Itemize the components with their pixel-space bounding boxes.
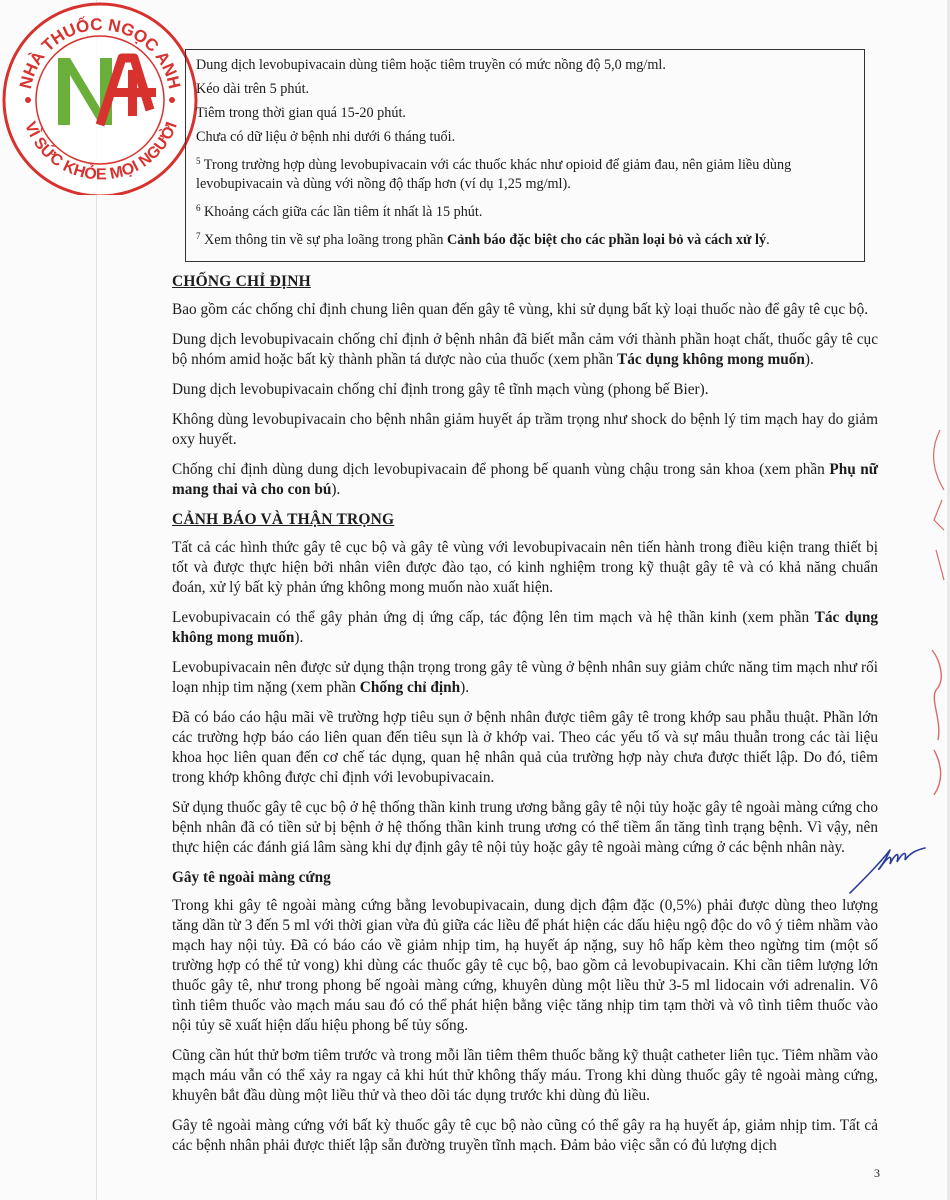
footnote-1: Dung dịch levobupivacain dùng tiêm hoặc tiêm truyền có mức nồng độ 5,0 mg/ml.: [196, 57, 666, 73]
pharmacy-stamp-logo: [0, 0, 200, 195]
epidural-heading: Gây tê ngoài màng cứng: [172, 869, 331, 886]
epidural-p1: Trong khi gây tê ngoài màng cứng bằng levobupivacain, dung dịch đậm đặc (0,5%) phải được dùng theo lượng tăng dần từ 3 đến 5 ml với thời gian vừa đủ giữa các liều để phát hiện các dấu hiệu ngộ độc do vô ý tiêm nhầm vào mạch hay nội tủy. Đã có báo cáo về giảm nhịp tim, hạ huyết áp nặng, suy hô hấp kèm theo ngừng tim (một số trường hợp có thể tử vong) khi dùng các thuốc gây tê cục bộ, bao gồm cả levobupivacain. Khi cần tiêm lượng lớn thuốc gây tê, như trong phong bế ngoài màng cứng, khuyên dùng một liều thử 3-5 ml lidocain với adrenalin. Vô tình tiêm thuốc vào mạch máu sau đó có thể phát hiện bằng việc tăng nhịp tim tạm thời và vô tình tiêm thuốc vào nội tủy sẽ xuất hiện dấu hiệu phong bế tủy sống.: [172, 897, 878, 1034]
contraindications-p5: Chống chỉ định dùng dung dịch levobupivacain để phong bế quanh vùng chậu trong sản khoa (xem phần Phụ nữ mang thai và cho con bú).: [172, 461, 878, 498]
contraindications-p4: Không dùng levobupivacain cho bệnh nhân giảm huyết áp trầm trọng như shock do bệnh lý tim mạch hay do giảm oxy huyết.: [172, 411, 878, 448]
epidural-p3: Gây tê ngoài màng cứng với bất kỳ thuốc gây tê cục bộ nào cũng có thể gây ra hạ huyết áp, giảm nhịp tim. Tất cả các bệnh nhân phải được thiết lập sẵn đường truyền tĩnh mạch. Đảm bảo việc sẵn có đủ lượng dịch: [172, 1117, 878, 1154]
footnote-6: $^6$ Khoảng cách giữa các lần tiêm ít nhất là 15 phút.: [196, 203, 483, 220]
warnings-p4: Đã có báo cáo hậu mãi về trường hợp tiêu sụn ở bệnh nhân được tiêm gây tê trong khớp sau phẫu thuật. Phần lớn các trường hợp báo cáo liên quan đến tiêu sụn là ở khớp vai. Theo các yếu tố và sự mâu thuẫn trong các tài liệu khoa học liên quan đến cơ chế tác dụng, quan hệ nhân quả của trường hợp này chưa được thiết lập. Do đó, tiêm trong khớp không được chỉ định với levobupivacain.: [172, 709, 878, 786]
contraindications-p1: Bao gồm các chống chỉ định chung liên quan đến gây tê vùng, khi sử dụng bất kỳ loại thuốc nào để gây tê cục bộ.: [172, 301, 869, 318]
footnote-2: Kéo dài trên 5 phút.: [196, 81, 310, 97]
footnote-5: $^5$ Trong trường hợp dùng levobupivacain với các thuốc khác như opioid để giảm đau, nên giảm liều dùng levobupivacain và dùng với nồng độ thấp hơn (ví dụ 1,25 mg/ml).: [196, 156, 792, 192]
epidural-p2: Cũng cần hút thử bơm tiêm trước và trong mỗi lần tiêm thêm thuốc bằng kỹ thuật catheter liên tục. Tiêm nhầm vào mạch máu vẫn có thể xảy ra ngay cả khi hút thử không thấy máu. Trong khi dùng thuốc gây tê ngoài màng cứng, khuyên bắt đầu dùng một liều thử và theo dõi tác dụng trước khi dùng đủ liều.: [172, 1047, 878, 1104]
warnings-p5: Sử dụng thuốc gây tê cục bộ ở hệ thống thần kinh trung ương bằng gây tê nội tủy hoặc gây tê ngoài màng cứng cho bệnh nhân đã có tiền sử bị bệnh ở hệ thống thần kinh trung ương có thể tiềm ẩn tăng tình trạng bệnh. Vì vậy, nên thực hiện các đánh giá lâm sàng khi dự định gây tê nội tủy hoặc gây tê ngoài màng cứng ở các bệnh nhân này.: [172, 799, 878, 856]
footnote-4: Chưa có dữ liệu ở bệnh nhi dưới 6 tháng tuổi.: [196, 129, 456, 145]
dosage-footnotes-box: [185, 49, 865, 262]
warnings-p2: Levobupivacain có thể gây phản ứng dị ứng cấp, tác động lên tim mạch và hệ thần kinh (xem phần Tác dụng không mong muốn).: [172, 609, 878, 646]
side-stamp-marks: [926, 430, 948, 800]
contraindications-heading: CHỐNG CHỈ ĐỊNH: [172, 273, 311, 290]
svg-text:VÌ SỨC KHỎE MỌI NGƯỜI: VÌ SỨC KHỎE MỌI NGƯỜI: [21, 119, 181, 184]
contraindications-p2: Dung dịch levobupivacain chống chỉ định ở bệnh nhân đã biết mẫn cảm với thành phần hoạt chất, thuốc gây tê cục bộ nhóm amid hoặc bất kỳ thành phần tá dược nào của thuốc (xem phần Tác dụng không mong muốn).: [172, 331, 878, 368]
page-number: 3: [874, 1166, 880, 1180]
warnings-heading: CẢNH BÁO VÀ THẬN TRỌNG: [172, 511, 395, 528]
warnings-p1: Tất cả các hình thức gây tê cục bộ và gây tê vùng với levobupivacain nên tiến hành trong điều kiện trang thiết bị tốt và được thực hiện bởi nhân viên được đào tạo, có kinh nghiệm trong kỹ thuật gây tê và có khả năng chuẩn đoán, xử lý bất kỳ phản ứng không mong muốn nào xuất hiện.: [172, 539, 878, 596]
document-body: [172, 272, 878, 1166]
handwritten-signature: [845, 838, 930, 898]
warnings-p3: Levobupivacain nên được sử dụng thận trọng trong gây tê vùng ở bệnh nhân suy giảm chức năng tim mạch như rối loạn nhịp tim nặng (xem phần Chống chỉ định).: [172, 659, 878, 696]
contraindications-p3: Dung dịch levobupivacain chống chỉ định trong gây tê tĩnh mạch vùng (phong bế Bier).: [172, 381, 709, 398]
svg-text:NHÀ THUỐC NGỌC ANH: NHÀ THUỐC NGỌC ANH: [15, 14, 185, 91]
footnote-7: $^7$ Xem thông tin về sự pha loãng trong phần Cảnh báo đặc biệt cho các phần loại bỏ và cách xử lý.: [196, 231, 770, 248]
footnote-3: Tiêm trong thời gian quá 15-20 phút.: [196, 105, 406, 121]
